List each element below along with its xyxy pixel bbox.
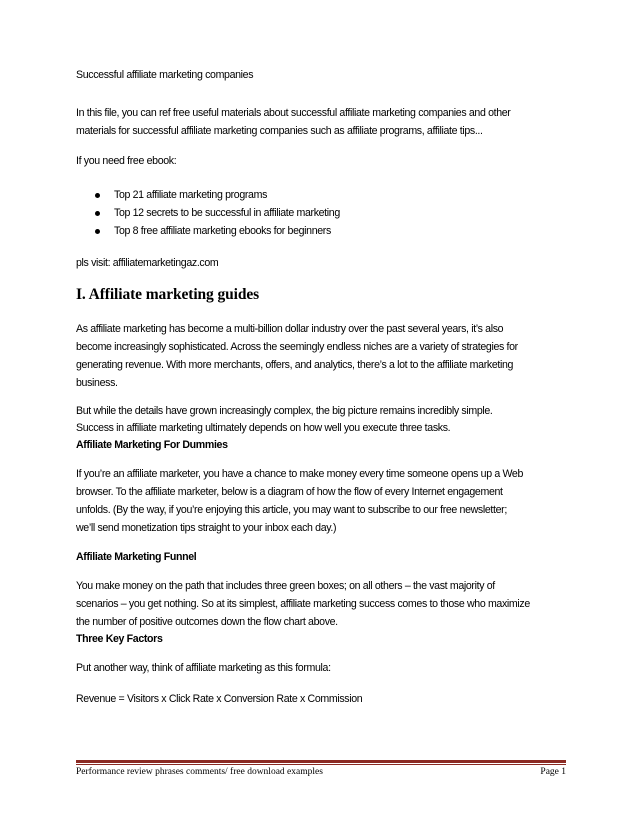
- bullet-icon: [95, 193, 100, 198]
- para1-line-1: As affiliate marketing has become a multi-billion dollar industry over the past several years, it’s also: [76, 323, 504, 335]
- list-item: Top 21 affiliate marketing programs: [76, 186, 340, 204]
- footer-rule: [76, 760, 566, 763]
- subheading-key-factors: Three Key Factors: [76, 633, 163, 645]
- para1-line-2: become increasingly sophisticated. Across the seemingly endless niches are a variety of strategies for: [76, 341, 518, 353]
- intro-line-1: In this file, you can ref free useful materials about successful affiliate marketing companies and other: [76, 107, 511, 119]
- intro-line-2: materials for successful affiliate marketing companies such as affiliate programs, affiliate tips...: [76, 125, 483, 137]
- subheading-funnel: Affiliate Marketing Funnel: [76, 551, 197, 563]
- para3-line-3: unfolds. (By the way, if you’re enjoying this article, you may want to subscribe to our free newsletter;: [76, 504, 507, 516]
- list-item: Top 8 free affiliate marketing ebooks for beginners: [76, 222, 340, 240]
- para3-line-1: If you’re an affiliate marketer, you have a chance to make money every time someone opens up a Web: [76, 468, 524, 480]
- bullet-icon: [95, 211, 100, 216]
- visit-link[interactable]: pls visit: affiliatemarketingaz.com: [76, 257, 219, 269]
- para2-line-2: Success in affiliate marketing ultimately depends on how well you execute three tasks.: [76, 422, 451, 434]
- ebook-list: [76, 186, 340, 240]
- ebook-prompt: If you need free ebook:: [76, 155, 177, 167]
- para3-line-4: we’ll send monetization tips straight to your inbox each day.): [76, 522, 337, 534]
- footer-text: Performance review phrases comments/ free download examples: [76, 767, 323, 777]
- para4-line-3: the number of positive outcomes down the flow chart above.: [76, 616, 338, 628]
- footer-rule-thin: [76, 764, 566, 765]
- section-heading: I. Affiliate marketing guides: [76, 286, 260, 303]
- bullet-icon: [95, 229, 100, 234]
- doc-title: Successful affiliate marketing companies: [76, 69, 254, 81]
- para4-line-2: scenarios – you get nothing. So at its simplest, affiliate marketing success comes to those who maximize: [76, 598, 530, 610]
- para1-line-3: generating revenue. With more merchants, offers, and analytics, there’s a lot to the affiliate marketing: [76, 359, 514, 371]
- para2-line-1: But while the details have grown increasingly complex, the big picture remains incredibly simple.: [76, 405, 493, 417]
- page-number: Page 1: [540, 767, 566, 777]
- para5: Put another way, think of affiliate marketing as this formula:: [76, 662, 331, 674]
- revenue-formula: Revenue = Visitors x Click Rate x Conversion Rate x Commission: [76, 693, 363, 705]
- para4-line-1: You make money on the path that includes three green boxes; on all others – the vast majority of: [76, 580, 495, 592]
- para1-line-4: business.: [76, 377, 118, 389]
- para3-line-2: browser. To the affiliate marketer, below is a diagram of how the flow of every Internet engagement: [76, 486, 503, 498]
- list-item: Top 12 secrets to be successful in affiliate marketing: [76, 204, 340, 222]
- subheading-dummies: Affiliate Marketing For Dummies: [76, 439, 228, 451]
